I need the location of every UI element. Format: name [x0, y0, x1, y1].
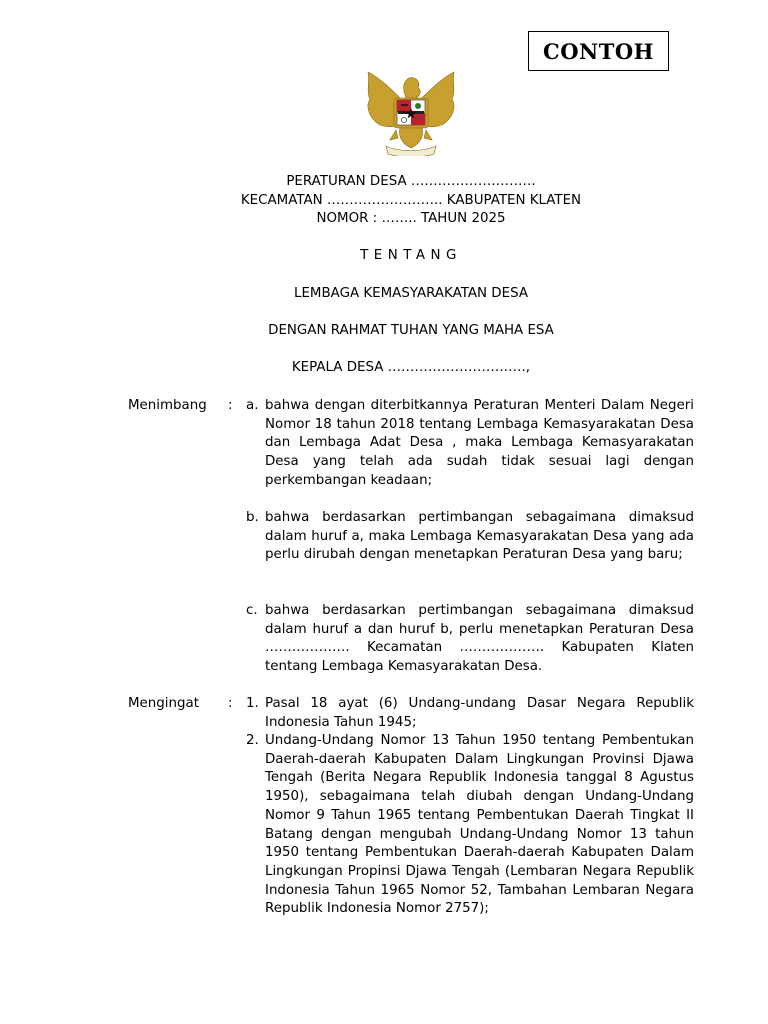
kepala-desa-line: KEPALA DESA ………………………….,: [291, 360, 531, 375]
contoh-label: CONTOH: [543, 38, 654, 64]
rahmat-line: DENGAN RAHMAT TUHAN YANG MAHA ESA: [268, 323, 554, 338]
mengingat-colon: :: [228, 696, 233, 711]
item-text: Undang-Undang Nomor 13 Tahun 1950 tentang Pembentukan Daerah-daerah Kabupaten Dalam Lingkungan Provinsi Djawa Tengah (Berita Negara Republik Indonesia tanggal 8 Agustus 1950), sebagaimana telah diubah dengan Undang-Undang Nomor 9 Tahun 1965 tentang Pembentukan Daerah Tingkat II Batang dengan mengubah Undang-Undang Nomor 13 tahun 1950 tentang Pembentukan Daerah-daerah Kabupaten Dalam Lingkungan Propinsi Djawa Tengah (Lembaran Negara Republik Indonesia Tahun 1965 Nomor 52, Tambahan Lembaran Negara Republik Indonesia Nomor 2757);: [265, 733, 694, 917]
menimbang-label: Menimbang: [128, 398, 207, 413]
tentang-heading: TENTANG: [360, 248, 462, 263]
item-text: bahwa dengan diterbitkannya Peraturan Menteri Dalam Negeri Nomor 18 tahun 2018 tentang Lembaga Kemasyarakatan Desa dan Lembaga Adat Desa , maka Lembaga Kemasyarakatan Desa yang telah ada sudah tidak sesuai lagi dengan perkembangan keadaan;: [265, 398, 694, 488]
item-text: bahwa berdasarkan pertimbangan sebagaimana dimaksud dalam huruf a, maka Lembaga Kemasyarakatan Desa yang ada perlu dirubah dengan menetapkan Peraturan Desa yang baru;: [265, 510, 694, 563]
item-marker: 2.: [246, 733, 259, 748]
menimbang-colon: :: [228, 398, 233, 413]
district-line: KECAMATAN …………………….. KABUPATEN KLATEN: [240, 193, 582, 208]
number-year-line: NOMOR : …….. TAHUN 2025: [316, 211, 506, 226]
garuda-pancasila-emblem-icon: [362, 70, 460, 156]
contoh-stamp: [528, 31, 669, 71]
mengingat-label: Mengingat: [128, 696, 199, 711]
item-marker: 1.: [246, 696, 259, 711]
item-marker: b.: [246, 510, 259, 525]
regulation-title: PERATURAN DESA ……………………….: [286, 174, 536, 189]
item-marker: c.: [246, 603, 258, 618]
item-text: Pasal 18 ayat (6) Undang-undang Dasar Negara Republik Indonesia Tahun 1945;: [265, 696, 694, 730]
item-marker: a.: [246, 398, 259, 413]
item-text: bahwa berdasarkan pertimbangan sebagaimana dimaksud dalam huruf a dan huruf b, perlu menetapkan Peraturan Desa ………………. Kecamatan ………………. Kabupaten Klaten tentang Lembaga Kemasyarakatan Desa.: [265, 603, 694, 675]
subject-line: LEMBAGA KEMASYARAKATAN DESA: [294, 286, 528, 301]
